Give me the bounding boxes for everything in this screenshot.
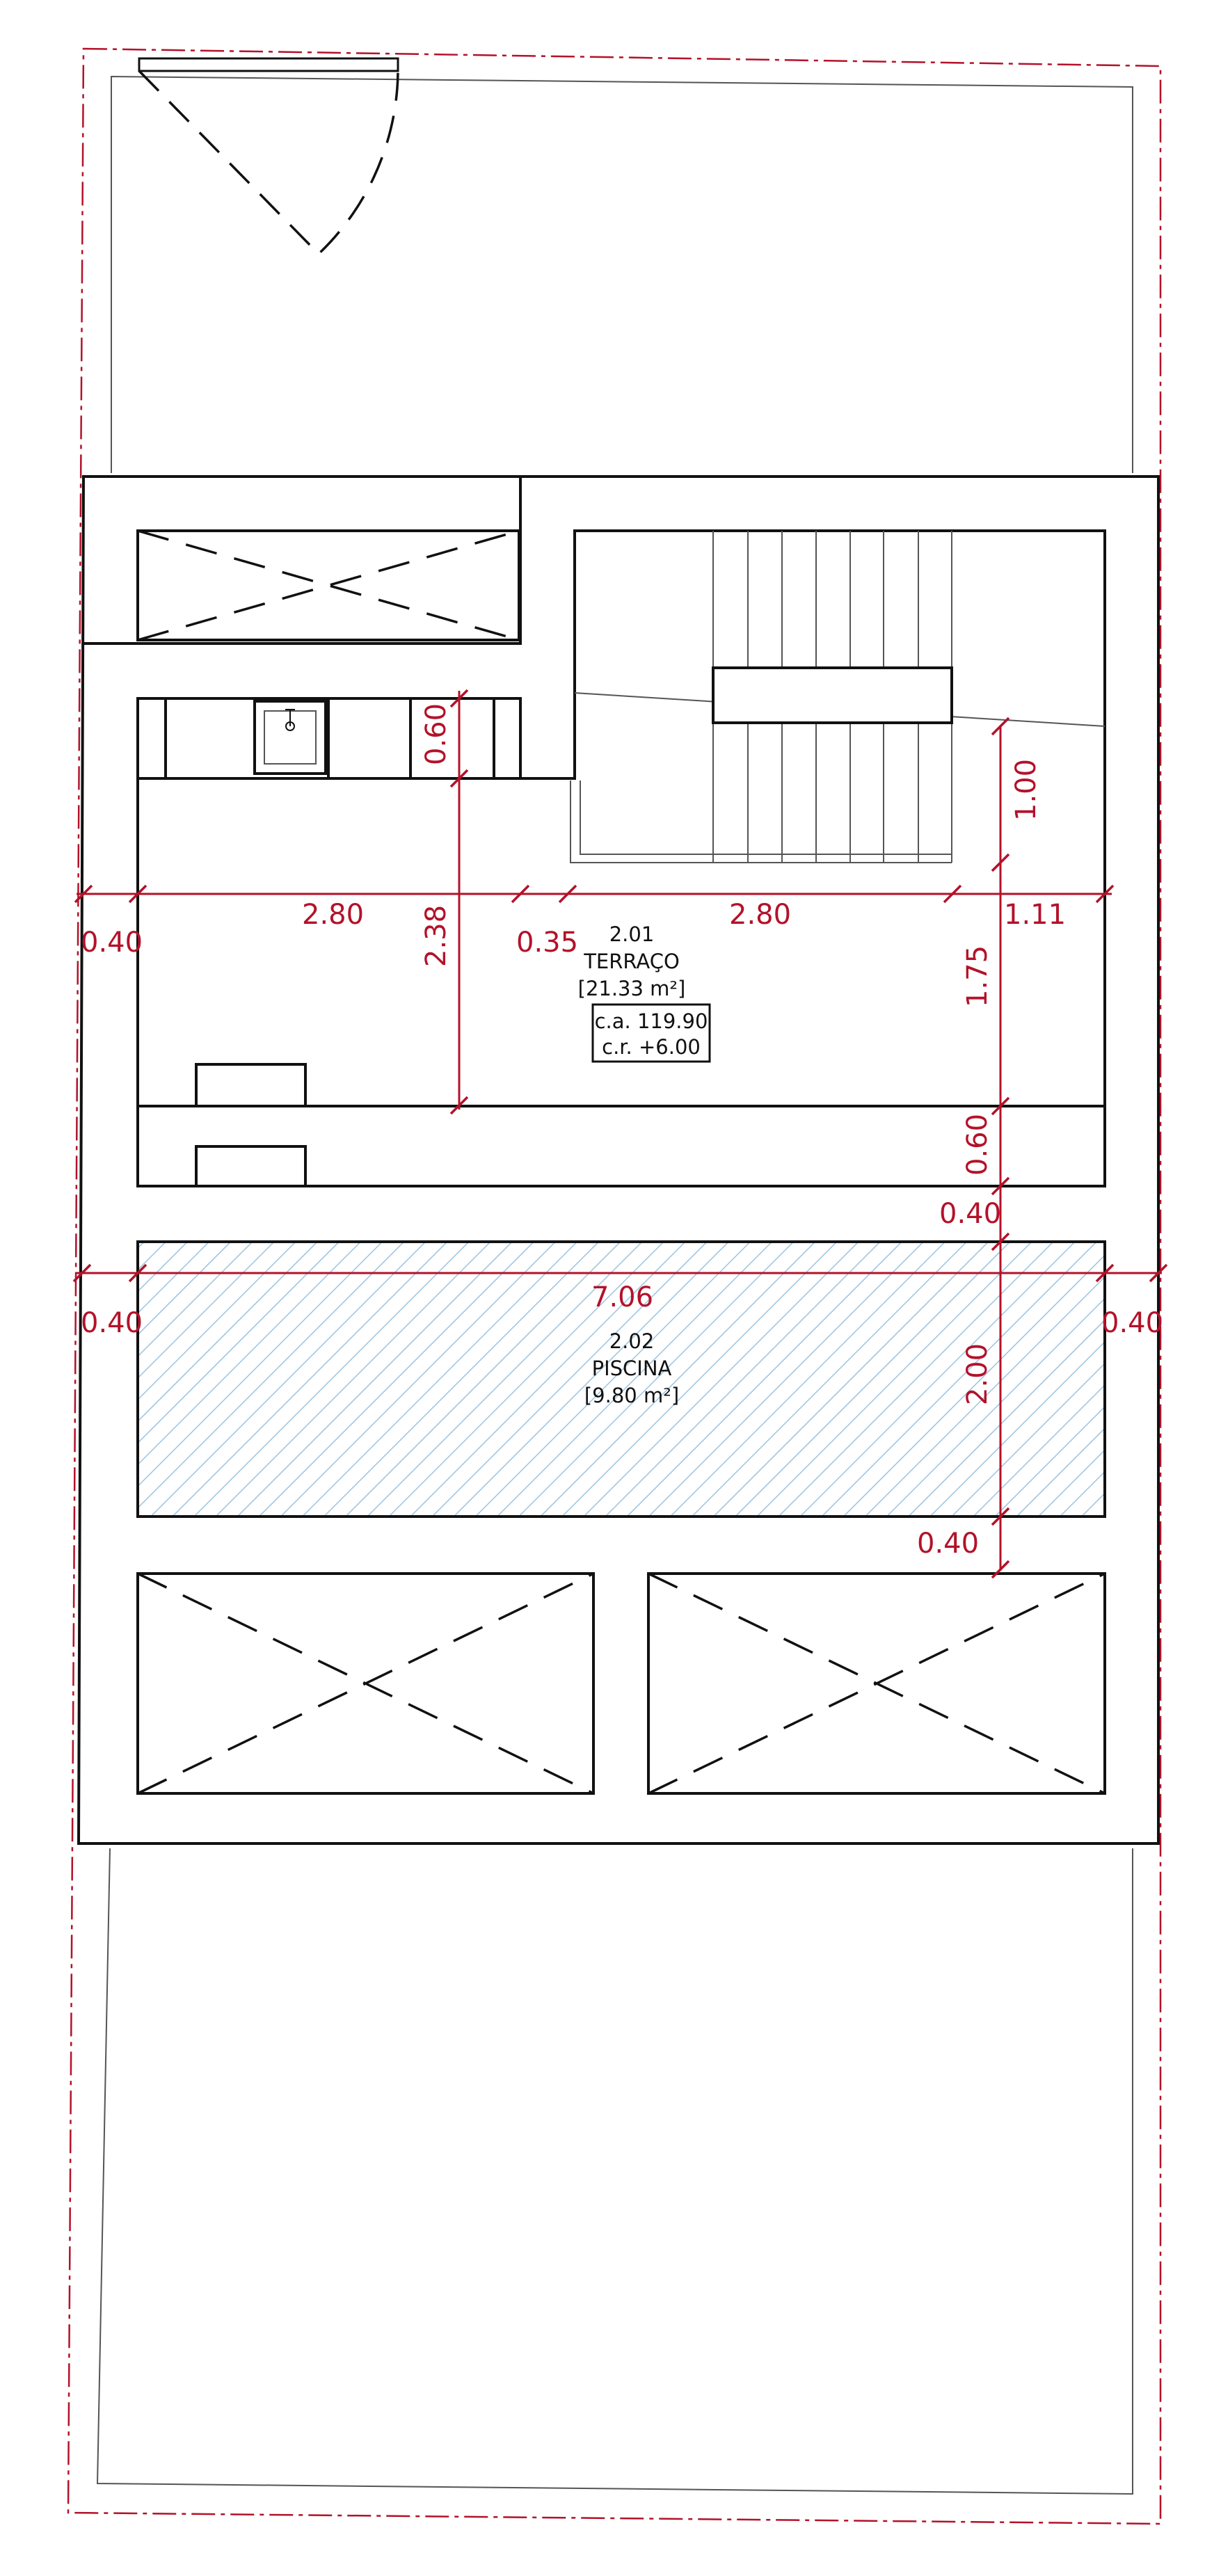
counter [138,698,520,778]
dim-pool-right-margin: 0.40 [1101,1307,1164,1339]
room-label-terrace [578,922,710,1062]
room-name: PISCINA [591,1357,672,1380]
dim-stair-offset: 1.00 [1010,758,1042,821]
bench-block-lower [196,1146,305,1186]
room-number: 2.02 [609,1329,655,1353]
dim-span-c: 1.11 [1004,899,1067,931]
dim-span-b: 2.80 [729,899,792,931]
dim-left-margin: 0.40 [81,927,143,959]
void-cross-bottom-right [648,1574,1105,1793]
level-ca: c.a. 119.90 [594,1009,708,1033]
dim-span-a: 2.80 [302,899,365,931]
dim-pool-depth: 2.00 [961,1343,993,1405]
storage-enclosure [83,477,520,643]
dim-pool-bottom-gap: 0.40 [917,1528,980,1560]
top-yard-outline [111,77,1133,473]
dim-gap: 0.35 [516,927,579,959]
bench-block-upper [196,1064,305,1106]
dim-pool-width: 7.06 [591,1281,654,1313]
building-outline [79,477,1158,1843]
dim-terrace-right-depth: 1.75 [961,945,993,1007]
level-cr: c.r. +6.00 [602,1035,701,1059]
dim-pool-top-gap: 0.40 [939,1198,1002,1230]
door [139,58,398,254]
terrace-outline [138,531,1105,1186]
void-cross-bottom-left [138,1574,593,1793]
dim-terrace-depth: 2.38 [420,904,452,967]
room-area: [9.80 m²] [584,1384,680,1407]
dim-pool-left-margin: 0.40 [81,1307,143,1339]
dim-counter-depth: 0.60 [420,703,452,765]
room-name: TERRAÇO [584,950,680,973]
room-number: 2.01 [609,922,655,946]
void-cross-top-left [138,531,519,640]
room-area: [21.33 m²] [577,977,686,1000]
bottom-yard-outline [97,1848,1133,2494]
dim-bench-depth: 0.60 [961,1113,993,1176]
